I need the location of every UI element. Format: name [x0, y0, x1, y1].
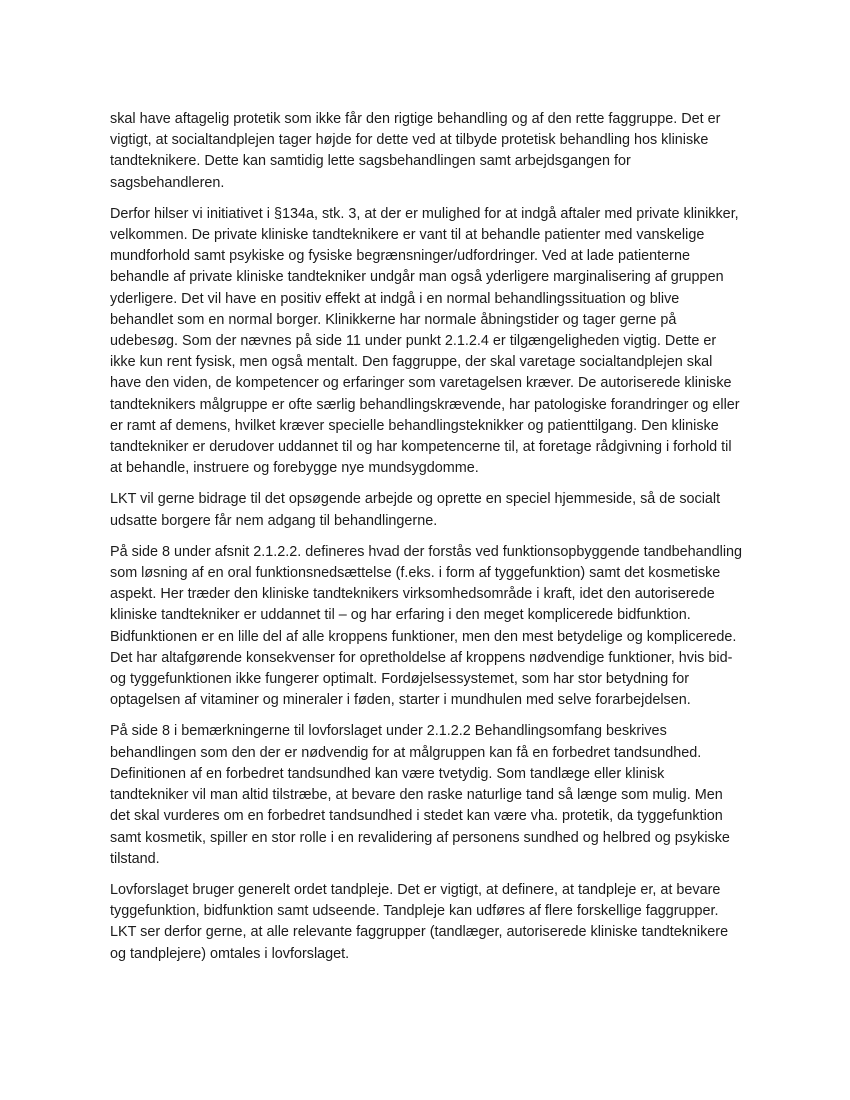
paragraph-2: Derfor hilser vi initiativet i §134a, stk. 3, at der er mulighed for at indgå aftaler med private klinikker, velkommen. De private kliniske tandteknikere er vant til at behandle patienter med vanskelige mundforhold samt psykiske og fysiske begrænsninger/udfordringer. Ved at lade patienterne behandle af private kliniske tandtekniker undgår man også yderligere marginalisering af gruppen yderligere. Det vil have en positiv effekt at indgå i en normal behandlingssituation og blive behandlet som en normal borger. Klinikkerne har normale åbningstider og tager gerne på udebesøg. Som der nævnes på side 11 under punkt 2.1.2.4 er tilgængeligheden vigtig. Dette er ikke kun rent fysisk, men også mentalt. Den faggruppe, der skal varetage socialtandplejen skal have den viden, de kompetencer og erfaringer som varetagelsen kræver. De autoriserede kliniske tandteknikers målgruppe er ofte særlig behandlingskrævende, har patologiske forandringer og eller er ramt af demens, hvilket kræver specielle behandlingsteknikker og patienttilgang. Den kliniske tandtekniker er derudover uddannet til og har kompetencerne til, at foretage rådgivning i forhold til at behandle, instruere og forebygge nye mundsygdomme.: [110, 205, 740, 477]
paragraph-4: På side 8 under afsnit 2.1.2.2. defineres hvad der forstås ved funktionsopbyggende tandbehandling som løsning af en oral funktionsnedsættelse (f.eks. i form af tyggefunktion) samt det kosmetiske aspekt. Her træder den kliniske tandteknikers virksomhedsområde i kraft, idet den autoriserede kliniske tandtekniker er uddannet til – og har erfaring i den meget komplicerede bidfunktion. Bidfunktionen er en lille del af alle kroppens funktioner, men den mest betydelige og komplicerede. Det har altafgørende konsekvenser for opretholdelse af kroppens nødvendige funktioner, hvis bid- og tyggefunktionen ikke fungerer optimalt. Fordøjelsessystemet, som har stor betydning for optagelsen af vitaminer og mineraler i føden, starter i mundhulen med selve forarbejdelsen.: [110, 543, 743, 709]
document-page: [110, 109, 744, 975]
paragraph-3: LKT vil gerne bidrage til det opsøgende arbejde og oprette en speciel hjemmeside, så de socialt udsatte borgere får nem adgang til behandlingerne.: [110, 491, 721, 529]
paragraph-5: På side 8 i bemærkningerne til lovforslaget under 2.1.2.2 Behandlingsomfang beskrives behandlingen som den der er nødvendig for at målgruppen kan få en forbedret tandsundhed. Definitionen af en forbedret tandsundhed kan være tvetydig. Som tandlæge eller klinisk tandtekniker vil man altid tilstræbe, at bevare den raske naturlige tand så længe som mulig. Men det skal vurderes om en forbedret tandsundhed i stedet kan være vha. protetik, da tyggefunktion samt kosmetik, spiller en stor rolle i en revalidering af personens sundhed og helbred og psykiske tilstand.: [110, 723, 730, 867]
paragraph-1: skal have aftagelig protetik som ikke får den rigtige behandling og af den rette faggruppe. Det er vigtigt, at socialtandplejen tager højde for dette ved at tilbyde protetisk behandling hos kliniske tandteknikere. Dette kan samtidig lette sagsbehandlingen samt arbejdsgangen for sagsbehandleren.: [110, 111, 721, 191]
paragraph-6: Lovforslaget bruger generelt ordet tandpleje. Det er vigtigt, at definere, at tandpleje er, at bevare tyggefunktion, bidfunktion samt udseende. Tandpleje kan udføres af flere forskellige faggrupper. LKT ser derfor gerne, at alle relevante faggrupper (tandlæger, autoriserede kliniske tandteknikere og tandplejere) omtales i lovforslaget.: [110, 881, 729, 962]
